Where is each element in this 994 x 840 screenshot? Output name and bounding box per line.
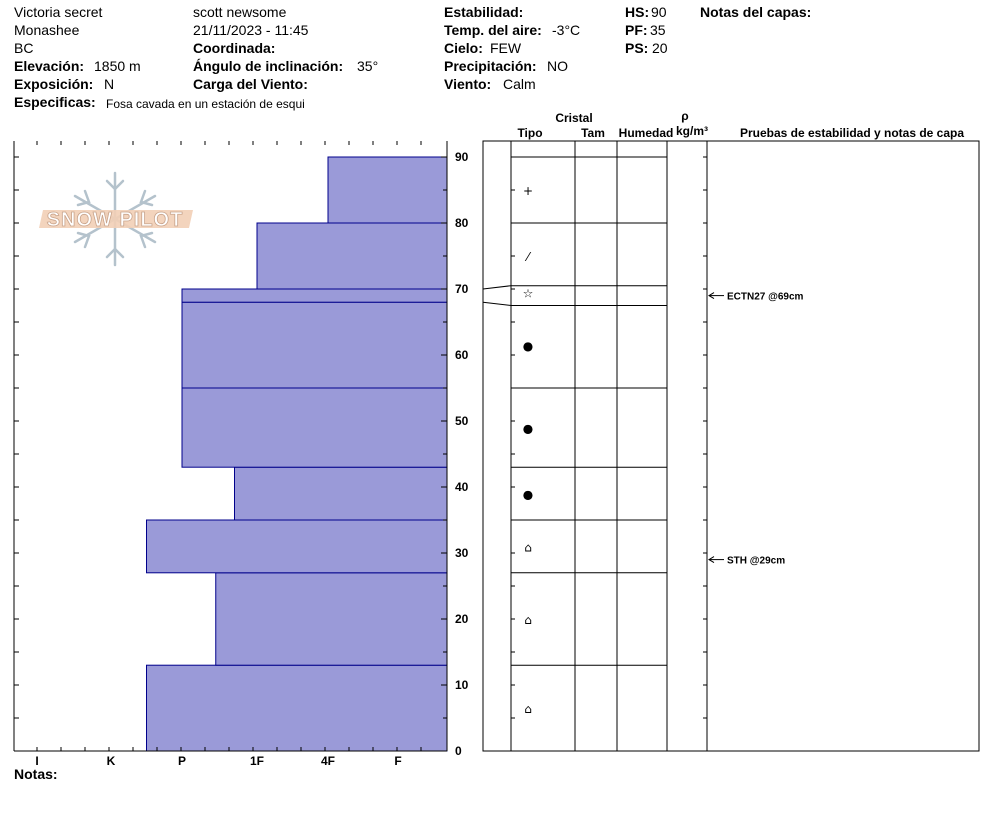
depth-tick-label: 90 — [455, 150, 469, 164]
header-rho: ρ — [681, 109, 689, 123]
ps-value: 20 — [652, 40, 668, 56]
ps-label: PS: — [625, 40, 649, 56]
depth-tick-label: 10 — [455, 678, 469, 692]
pf-label: PF: — [625, 22, 648, 38]
depth-tick-label: 20 — [455, 612, 469, 626]
depth-tick-label: 0 — [455, 744, 462, 758]
header-tipo: Tipo — [517, 126, 543, 140]
grain-type-symbol: ● — [522, 339, 534, 354]
hardness-layer-bar — [182, 302, 447, 388]
elevation-value: 1850 m — [94, 58, 141, 74]
precip-label: Precipitación: — [444, 58, 537, 74]
hardness-tick-label: 1F — [249, 754, 265, 768]
hardness-layer-bar — [216, 573, 447, 665]
hardness-layer-bar — [147, 665, 448, 751]
logo-text: SNOW PILOT — [46, 209, 184, 231]
range-name: Monashee — [14, 22, 80, 38]
slope-angle-label: Ángulo de inclinación: — [193, 58, 344, 74]
grain-type-symbol: ⌂ — [524, 613, 532, 627]
depth-tick-label: 30 — [455, 546, 469, 560]
depth-tick-label: 80 — [455, 216, 469, 230]
grain-type-symbol: + — [522, 184, 534, 198]
hardness-layer-bar — [182, 289, 447, 302]
hardness-layer-bar — [182, 388, 447, 467]
hardness-tick-label: 4F — [320, 754, 336, 768]
layer-connector-line — [483, 286, 511, 289]
grain-type-symbol: ⁄ — [526, 250, 530, 264]
stability-test-label: STH @29cm — [727, 555, 786, 567]
header-density-unit: kg/m³ — [675, 124, 709, 138]
observer-name: scott newsome — [193, 4, 287, 20]
specifics-value: Fosa cavada en un estación de esqui — [106, 97, 305, 111]
hardness-tick-label: K — [106, 754, 116, 768]
depth-tick-label: 50 — [455, 414, 469, 428]
exposure-label: Exposición: — [14, 76, 94, 92]
hardness-tick-label: F — [394, 754, 402, 768]
table-frame — [483, 141, 979, 751]
hardness-layer-bar — [147, 520, 448, 573]
pf-value: 35 — [650, 22, 666, 38]
wind-load-label: Carga del Viento: — [193, 76, 308, 92]
specifics-label: Especificas: — [14, 94, 96, 110]
hardness-layer-bar — [257, 223, 447, 289]
header-tam: Tam — [581, 126, 605, 140]
grain-type-symbol: ● — [522, 421, 534, 436]
grain-type-symbol: ☆ — [522, 286, 534, 301]
notes-label: Notas: — [14, 766, 58, 782]
grain-type-symbol: ⌂ — [524, 702, 532, 717]
sky-value: FEW — [490, 40, 522, 56]
hs-label: HS: — [625, 4, 650, 20]
elevation-label: Elevación: — [14, 58, 85, 74]
hs-value: 90 — [651, 4, 667, 20]
sky-label: Cielo: — [444, 40, 483, 56]
coordinates-label: Coordinada: — [193, 40, 276, 56]
stability-test-label: ECTN27 @69cm — [727, 291, 804, 303]
layer-connector-line — [483, 302, 511, 305]
air-temp-value: -3°C — [552, 22, 581, 38]
observation-datetime: 21/11/2023 - 11:45 — [193, 22, 309, 38]
wind-label: Viento: — [444, 76, 492, 92]
snowpilot-logo — [39, 173, 193, 265]
hardness-tick-label: P — [177, 754, 187, 768]
header-cristal: Cristal — [555, 111, 593, 125]
stability-label: Estabilidad: — [444, 4, 524, 20]
depth-tick-label: 60 — [455, 348, 469, 362]
wind-value: Calm — [503, 76, 536, 92]
hardness-layer-bar — [328, 157, 447, 223]
grain-type-symbol: ⌂ — [524, 540, 532, 555]
header-tests: Pruebas de estabilidad y notas de capa — [739, 126, 965, 140]
header-humedad: Humedad — [618, 126, 674, 140]
precip-value: NO — [547, 58, 568, 74]
slope-angle-value: 35° — [357, 58, 379, 74]
layer-notes-label: Notas del capas: — [700, 4, 812, 20]
location-name: Victoria secret — [14, 4, 103, 20]
depth-tick-label: 70 — [455, 282, 469, 296]
grain-type-symbol: ● — [522, 487, 534, 502]
exposure-value: N — [104, 76, 115, 92]
hardness-layer-bar — [235, 467, 448, 520]
depth-tick-label: 40 — [455, 480, 469, 494]
air-temp-label: Temp. del aire: — [444, 22, 542, 38]
hardness-tick-label: I — [35, 754, 39, 768]
region-name: BC — [14, 40, 34, 56]
